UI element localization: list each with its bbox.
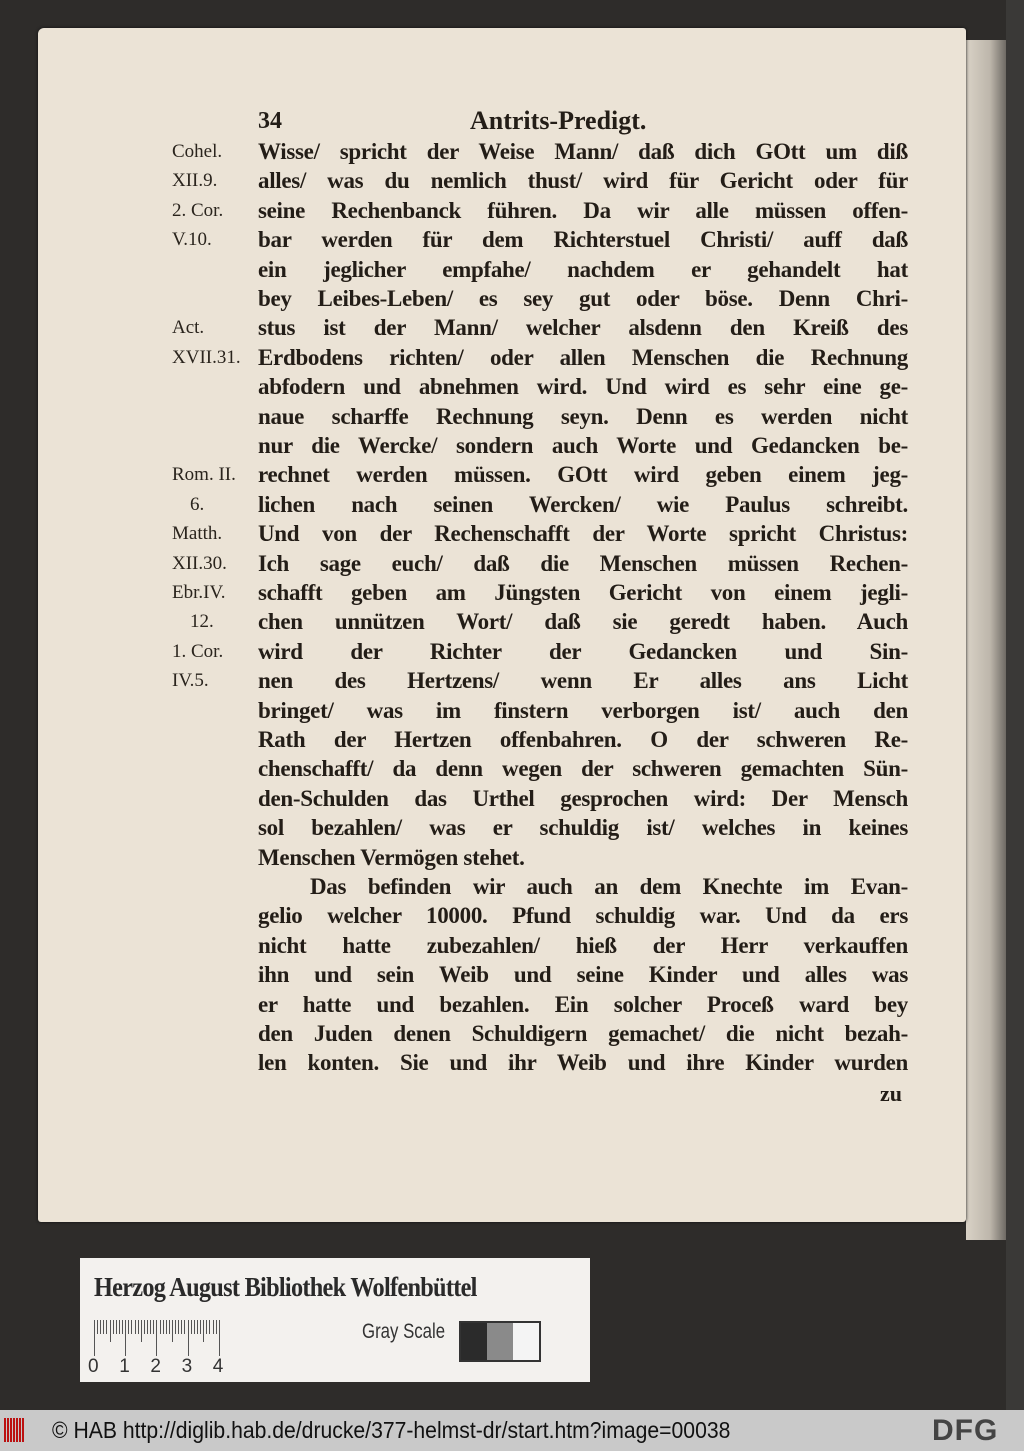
ruler-tick <box>119 1320 120 1334</box>
margin-note: Act. <box>172 317 205 339</box>
text-line: Menschen Vermögen stehet. <box>258 844 525 870</box>
ruler-tick <box>100 1320 101 1334</box>
margin-note: V.10. <box>172 229 212 251</box>
ruler-label: 0 <box>88 1356 99 1377</box>
ruler-tick <box>203 1320 204 1342</box>
ruler-tick <box>184 1320 185 1334</box>
ruler-tick <box>144 1320 145 1334</box>
text-line: lichen nach seinen Wercken/ wie Paulus schreibt. <box>258 491 908 517</box>
text-line: sol bezahlen/ was er schuldig ist/ welches in keines <box>258 815 908 841</box>
dfg-logo: DFG <box>932 1414 999 1447</box>
text-line: bringet/ was im finstern verborgen ist/ auch den <box>258 697 908 723</box>
margin-note: Rom. II. <box>172 464 236 486</box>
text-line: gelio welcher 10000. Pfund schuldig war. Und da ers <box>258 903 908 929</box>
ruler-tick <box>141 1320 142 1342</box>
text-line: Das befinden wir auch an dem Knechte im Evan- <box>310 874 908 899</box>
page-number: 34 <box>258 108 282 134</box>
color-calibration-card <box>80 1258 590 1382</box>
ruler-scale <box>94 1320 222 1356</box>
hab-logo-icon <box>4 1418 26 1442</box>
text-line: schafft geben am Jüngsten Gericht von einem jegli- <box>258 580 908 605</box>
ruler-tick <box>128 1320 129 1334</box>
ruler-label: 1 <box>119 1356 130 1377</box>
margin-note: IV.5. <box>172 670 209 692</box>
ruler-tick <box>175 1320 176 1334</box>
ruler-tick <box>122 1320 123 1334</box>
ruler-tick <box>178 1320 179 1334</box>
ruler-tick <box>169 1320 170 1334</box>
ruler-tick <box>216 1320 217 1334</box>
ruler-tick <box>166 1320 167 1334</box>
ruler-tick <box>209 1320 210 1334</box>
ruler-label: 4 <box>212 1356 224 1377</box>
gray-swatch <box>513 1323 539 1360</box>
gray-scale-label: Gray Scale <box>362 1320 446 1343</box>
gray-scale-swatches <box>459 1321 541 1362</box>
margin-note: Ebr.IV. <box>172 582 226 603</box>
margin-note: Matth. <box>172 523 223 545</box>
ruler-tick <box>135 1320 136 1334</box>
ruler-tick <box>188 1320 189 1356</box>
text-line: Wisse/ spricht der Weise Mann/ daß dich GOtt um diß <box>258 139 908 164</box>
text-line: abfodern und abnehmen wird. Und wird es sehr eine ge- <box>258 374 908 400</box>
margin-note: XVII.31. <box>172 346 241 368</box>
text-line: Rath der Hertzen offenbahren. O der schweren Re- <box>258 727 908 752</box>
margin-note: 1. Cor. <box>172 640 224 662</box>
text-line: nicht hatte zubezahlen/ hieß der Herr verkauffen <box>258 932 908 958</box>
ruler-tick <box>131 1320 132 1334</box>
margin-note: XII.9. <box>172 170 218 192</box>
footer-bar <box>0 1410 1024 1451</box>
ruler-label: 2 <box>150 1356 161 1377</box>
text-line: bey Leibes-Leben/ es sey gut oder böse. Denn Chri- <box>258 286 908 311</box>
text-line: bar werden für dem Richterstuel Christi/ auff daß <box>258 227 908 253</box>
text-line: stus ist der Mann/ welcher alsdenn den Kreiß des <box>258 315 908 341</box>
ruler-tick <box>156 1320 157 1356</box>
ruler-tick <box>97 1320 98 1334</box>
text-line: den Juden denen Schuldigern gemachet/ die nicht bezah- <box>258 1021 908 1046</box>
running-title: Antrits-Predigt. <box>470 106 647 135</box>
ruler-tick <box>191 1320 192 1334</box>
gray-swatch <box>487 1323 513 1360</box>
text-line: chen unnützen Wort/ daß sie geredt haben. Auch <box>258 609 908 635</box>
ruler-tick <box>160 1320 161 1334</box>
text-line: naue scharffe Rechnung seyn. Denn es werden nicht <box>258 403 908 429</box>
margin-note: XII.30. <box>172 552 227 574</box>
ruler-label: 3 <box>181 1356 193 1377</box>
next-page-edge <box>966 40 1006 1240</box>
ruler-tick <box>206 1320 207 1334</box>
text-line: Erdbodens richten/ oder allen Menschen die Rechnung <box>258 344 908 370</box>
text-line: nen des Hertzens/ wenn Er alles ans Licht <box>258 668 908 694</box>
text-line: rechnet werden müssen. GOtt wird geben einem jeg- <box>258 462 908 488</box>
ruler-tick <box>110 1320 111 1342</box>
margin-note: 12. <box>190 611 214 633</box>
gray-swatch <box>461 1323 487 1360</box>
margin-note: Cohel. <box>172 141 223 162</box>
ruler-tick <box>163 1320 164 1334</box>
margin-note: 2. Cor. <box>172 199 224 221</box>
copyright-link[interactable]: © HAB http://diglib.hab.de/drucke/377-helmst-dr/start.htm?image=00038 <box>52 1417 731 1443</box>
ruler-tick <box>219 1320 220 1356</box>
text-line: ihn und sein Weib und seine Kinder und alles was <box>258 962 908 988</box>
ruler-tick <box>213 1320 214 1334</box>
catchword: zu <box>880 1081 902 1106</box>
ruler-tick <box>138 1320 139 1334</box>
ruler-tick <box>116 1320 117 1334</box>
book-cover-edge <box>1006 0 1024 1410</box>
ruler-tick <box>125 1320 126 1356</box>
ruler-tick <box>147 1320 148 1334</box>
text-line: seine Rechenbanck führen. Da wir alle müssen offen- <box>258 197 908 223</box>
ruler-tick <box>106 1320 107 1334</box>
ruler-tick <box>181 1320 182 1334</box>
ruler-tick <box>150 1320 151 1334</box>
text-line: len konten. Sie und ihr Weib und ihre Kinder wurden <box>258 1050 908 1076</box>
ruler-tick <box>172 1320 173 1342</box>
text-line: chenschafft/ da denn wegen der schweren gemachten Sün- <box>258 756 908 782</box>
text-line: Ich sage euch/ daß die Menschen müssen Rechen- <box>258 550 908 576</box>
card-title: Herzog August Bibliothek Wolfenbüttel <box>94 1272 477 1302</box>
ruler-tick <box>194 1320 195 1334</box>
text-line: wird der Richter der Gedancken und Sin- <box>258 638 908 664</box>
text-line: nur die Wercke/ sondern auch Worte und Gedancken be- <box>258 433 908 458</box>
text-line: ein jeglicher empfahe/ nachdem er gehandelt hat <box>258 256 908 282</box>
text-line: er hatte und bezahlen. Ein solcher Proceß ward bey <box>258 991 908 1017</box>
text-line: alles/ was du nemlich thust/ wird für Gericht oder für <box>258 168 908 194</box>
ruler-tick <box>94 1320 95 1356</box>
text-line: Und von der Rechenschafft der Worte spricht Christus: <box>258 521 908 547</box>
ruler-tick <box>153 1320 154 1334</box>
ruler-tick <box>103 1320 104 1334</box>
margin-note: 6. <box>190 493 205 515</box>
ruler-tick <box>113 1320 114 1334</box>
ruler-tick <box>197 1320 198 1334</box>
text-line: den-Schulden das Urthel gesprochen wird: Der Mensch <box>258 785 908 811</box>
ruler-tick <box>200 1320 201 1334</box>
